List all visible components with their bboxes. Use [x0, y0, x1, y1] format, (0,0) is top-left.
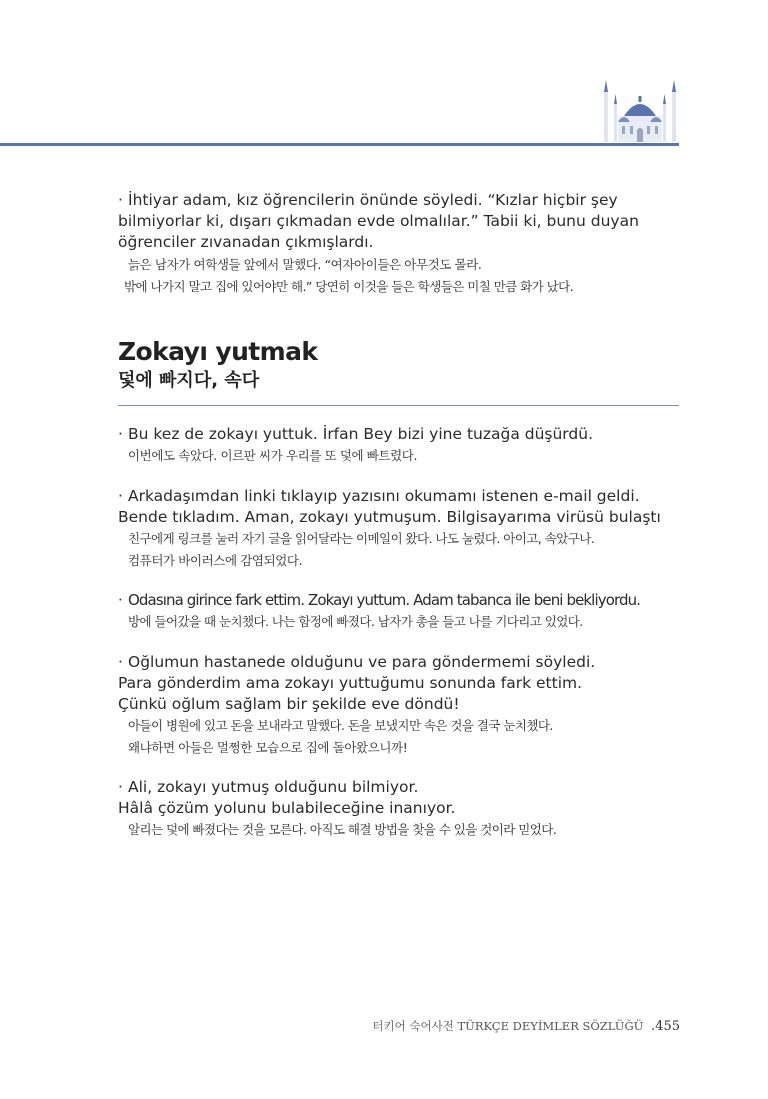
example-turkish-line: · Arkadaşımdan linki tıklayıp yazısını okumamı istenen e-mail geldi. [118, 487, 640, 505]
idiom-title: Zokayı yutmak [118, 337, 318, 366]
example-turkish-line: Para gönderdim ama zokayı yuttuğumu sonunda fark ettim. [118, 674, 583, 692]
mosque-icon [600, 78, 680, 144]
bullet: · [118, 425, 123, 443]
example-turkish-line: bilmiyorlar ki, dışarı çıkmadan evde olmalılar.” Tabii ki, bunu duyan [118, 212, 639, 230]
bullet: · [118, 591, 122, 609]
example-3 [118, 590, 688, 633]
bullet: · [118, 653, 123, 671]
example-2 [118, 486, 688, 572]
bullet: · [118, 487, 123, 505]
book-title: 터키어 숙어사전 TÜRKÇE DEYİMLER SÖZLÜĞÜ [372, 1019, 644, 1033]
example-korean-line: 왜냐하면 아들은 멀쩡한 모습으로 집에 돌아왔으니까! [128, 740, 408, 755]
example-korean-line: 컴퓨터가 바이러스에 감염되었다. [128, 553, 303, 568]
example-turkish-line: Çünkü oğlum sağlam bir şekilde eve döndü! [118, 695, 460, 713]
example-turkish-line: Hâlâ çözüm yolunu bulabileceğine inanıyor. [118, 799, 456, 817]
bullet: · [118, 191, 123, 209]
example-korean-line: 늙은 남자가 여학생들 앞에서 말했다. “여자아이들은 아무것도 몰라. [128, 257, 482, 272]
example-5 [118, 777, 688, 841]
example-turkish-line: · İhtiyar adam, kız öğrencilerin önünde söyledi. “Kızlar hiçbir şey [118, 191, 618, 209]
example-turkish-line: öğrenciler zıvanadan çıkmışlardı. [118, 233, 374, 251]
example-1 [118, 424, 688, 467]
entry-heading [118, 336, 317, 394]
example-korean-line: 알리는 덫에 빠졌다는 것을 모른다. 아직도 해결 방법을 찾을 수 있을 것이라 믿었다. [128, 822, 557, 837]
example-turkish-line: · Oğlumun hastanede olduğunu ve para göndermemi söyledi. [118, 653, 596, 671]
page-number: .455 [651, 1019, 680, 1034]
example-korean-line: 친구에게 링크를 눌러 자기 글을 읽어달라는 이메일이 왔다. 나도 눌렀다. 아이고, 속았구나. [128, 531, 595, 546]
example-korean-line: 방에 들어갔을 때 눈치챘다. 나는 함정에 빠졌다. 남자가 총을 들고 나를 기다리고 있었다. [128, 614, 583, 629]
idiom-meaning: 덫에 빠지다, 속다 [118, 370, 260, 391]
heading-rule [118, 405, 679, 406]
example-turkish-line: · Ali, zokayı yutmuş olduğunu bilmiyor. [118, 778, 419, 796]
example-4 [118, 652, 688, 759]
example-korean-line: 아들이 병원에 있고 돈을 보내라고 말했다. 돈을 보냈지만 속은 것을 결국 눈치챘다. [128, 718, 553, 733]
page-footer [372, 1018, 680, 1034]
example-turkish-line: · Bu kez de zokayı yuttuk. İrfan Bey bizi yine tuzağa düşürdü. [118, 425, 593, 443]
example-korean-line: 밖에 나가지 말고 집에 있어야만 해.” 당연히 이것을 들은 학생들은 미칠 만큼 화가 났다. [124, 279, 574, 294]
bullet: · [118, 778, 123, 796]
intro-example [118, 190, 688, 298]
example-turkish-line: Bende tıkladım. Aman, zokayı yutmuşum. Bilgisayarıma virüsü bulaştı [118, 508, 661, 526]
example-turkish-line: · Odasına girince fark ettim. Zokayı yuttum. Adam tabanca ile beni bekliyordu. [118, 591, 641, 609]
header-rule [0, 143, 679, 146]
example-korean-line: 이번에도 속았다. 이르판 씨가 우리를 또 덫에 빠트렸다. [128, 448, 418, 463]
